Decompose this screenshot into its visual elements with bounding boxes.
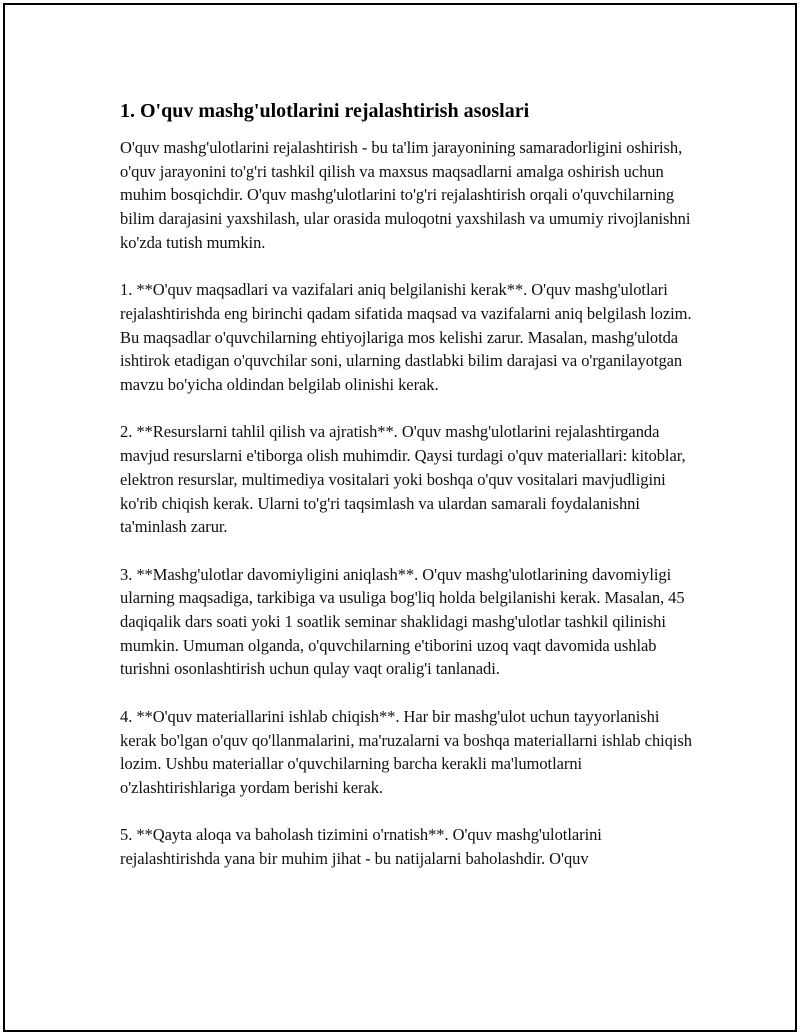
page-frame (3, 3, 797, 1032)
paragraph-item-2: 2. **Resurslarni tahlil qilish va ajratish**. O'quv mashg'ulotlarini rejalashtirganda mavjud resurslarni e'tiborga olish muhimdir. Qaysi turdagi o'quv materiallari: kitoblar, elektron resurslar, multimediya vositalari yoki boshqa o'quv vositalari mavjudligini ko'rib chiqish kerak. Ularni to'g'ri taqsimlash va ulardan samarali foydalanishni ta'minlash zarur. (120, 422, 686, 537)
paragraph-item-3: 3. **Mashg'ulotlar davomiyligini aniqlash**. O'quv mashg'ulotlarining davomiyligi ularning maqsadiga, tarkibiga va usuliga bog'liq holda belgilanishi kerak. Masalan, 45 daqiqalik dars soati yoki 1 soatlik seminar shaklidagi mashg'ulotlar tashkil qilinishi mumkin. Umuman olganda, o'quvchilarning e'tiborini uzoq vaqt davomida ushlab turishni osonlashtirish uchun qulay vaqt oralig'i tanlanadi. (120, 564, 685, 679)
document-body (120, 98, 695, 894)
section-heading: 1. O'quv mashg'ulotlarini rejalashtirish asoslari (120, 100, 530, 122)
paragraph-item-4: 4. **O'quv materiallarini ishlab chiqish**. Har bir mashg'ulot uchun tayyorlanishi kerak bo'lgan o'quv qo'llanmalarini, ma'ruzalarni va boshqa materiallarni ishlab chiqish lozim. Ushbu materiallar o'quvchilarning barcha kerakli ma'lumotlarni o'zlashtirishlariga yordam berishi kerak. (120, 706, 692, 797)
paragraph-item-5: 5. **Qayta aloqa va baholash tizimini o'rnatish**. O'quv mashg'ulotlarini rejalashtirishda yana bir muhim jihat - bu natijalarni baholashdir. O'quv (120, 825, 602, 869)
paragraph-item-1: 1. **O'quv maqsadlari va vazifalari aniq belgilanishi kerak**. O'quv mashg'ulotlari rejalashtirishda eng birinchi qadam sifatida maqsad va vazifalarni aniq belgilash lozim. Bu maqsadlar o'quvchilarning ehtiyojlariga mos kelishi zarur. Masalan, mashg'ulotda ishtirok etadigan o'quvchilar soni, ularning dastlabki bilim darajasi va o'rganilayotgan mavzu bo'yicha oldindan belgilab olinishi kerak. (120, 280, 692, 395)
intro-paragraph: O'quv mashg'ulotlarini rejalashtirish - bu ta'lim jarayonining samaradorligini oshirish, o'quv jarayonini to'g'ri tashkil qilish va maxsus maqsadlarni amalga oshirish uchun muhim bosqichdir. O'quv mashg'ulotlarini to'g'ri rejalashtirish orqali o'quvchilarning bilim darajasini yaxshilash, ular orasida muloqotni yaxshilash va umumiy rivojlanishni ko'zda tutish mumkin. (120, 138, 691, 252)
